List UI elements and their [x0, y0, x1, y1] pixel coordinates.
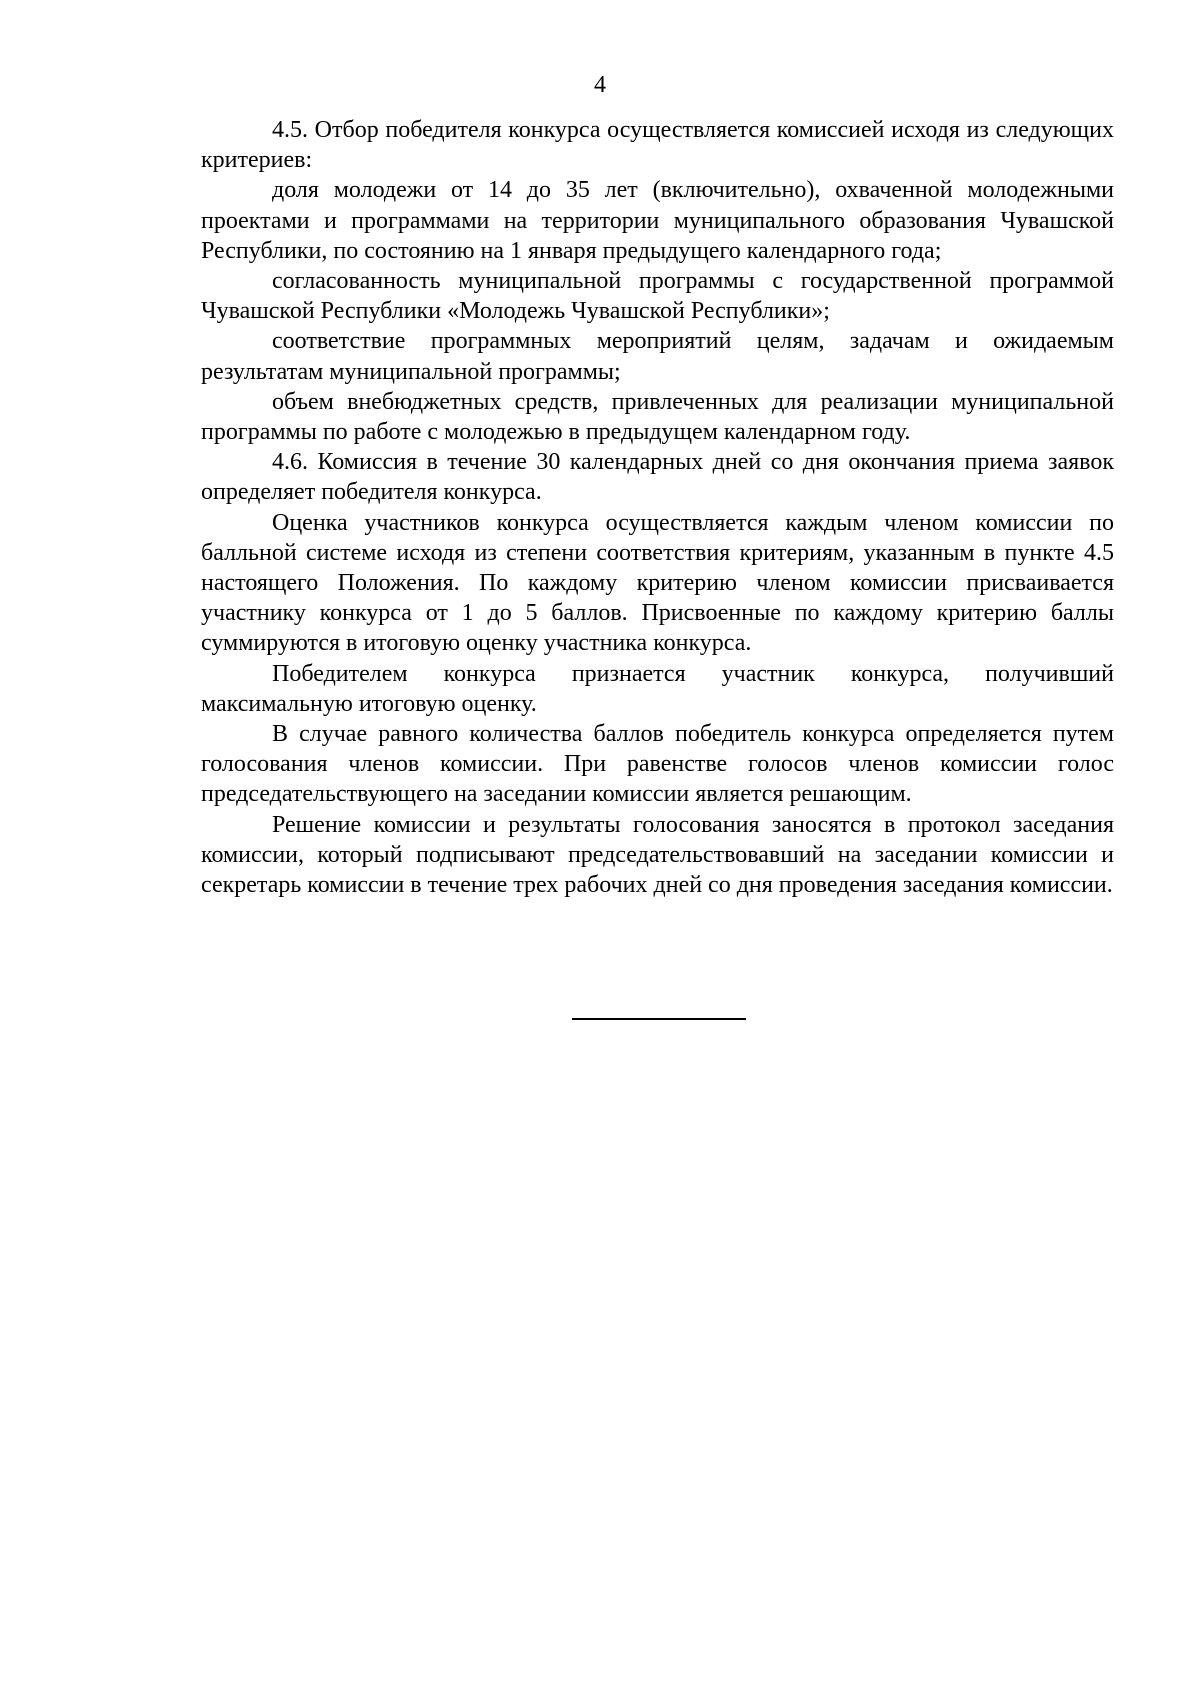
document-body	[201, 115, 1114, 900]
paragraph-winner: Победителем конкурса признается участник конкурса, получивший максимальную итоговую оценку.	[201, 660, 1114, 717]
end-separator-line	[572, 1018, 746, 1020]
paragraph-protocol: Решение комиссии и результаты голосования заносятся в протокол заседания комиссии, который подписывают председательствовавший на заседании комиссии и секретарь комиссии в течение трех рабочих дней со дня проведения заседания комиссии.	[201, 811, 1114, 899]
paragraph-tie-vote: В случае равного количества баллов победитель конкурса определяется путем голосования членов комиссии. При равенстве голосов членов комиссии голос председательствующего на заседании комиссии является решающим.	[201, 721, 1114, 808]
criterion-youth-share: доля молодежи от 14 до 35 лет (включительно), охваченной молодежными проектами и программами на территории муниципального образования Чувашской Республики, по состоянию на 1 января предыдущего календарного года;	[201, 177, 1114, 264]
criterion-extrabudgetary-funds: объем внебюджетных средств, привлеченных для реализации муниципальной программы по работе с молодежью в предыдущем календарном году.	[201, 388, 1114, 446]
paragraph-scoring: Оценка участников конкурса осуществляется каждым членом комиссии по балльной системе исходя из степени соответствия критериям, указанным в пункте 4.5 настоящего Положения. По каждому критерию членом комиссии присваивается участнику конкурса от 1 до 5 баллов. Присвоенные по каждому критерию баллы суммируются в итоговую оценку участника конкурса.	[201, 509, 1114, 657]
criterion-program-consistency: согласованность муниципальной программы с государственной программой Чувашской Республики «Молодежь Чувашской Республики»;	[201, 268, 1114, 325]
page-number: 4	[594, 72, 606, 98]
paragraph-4-6: 4.6. Комиссия в течение 30 календарных дней со дня окончания приема заявок определяет победителя конкурса.	[201, 449, 1114, 506]
criterion-activities-compliance: соответствие программных мероприятий целям, задачам и ожидаемым результатам муниципальной программы;	[201, 328, 1114, 385]
paragraph-4-5: 4.5. Отбор победителя конкурса осуществляется комиссией исходя из следующих критериев:	[201, 117, 1114, 174]
